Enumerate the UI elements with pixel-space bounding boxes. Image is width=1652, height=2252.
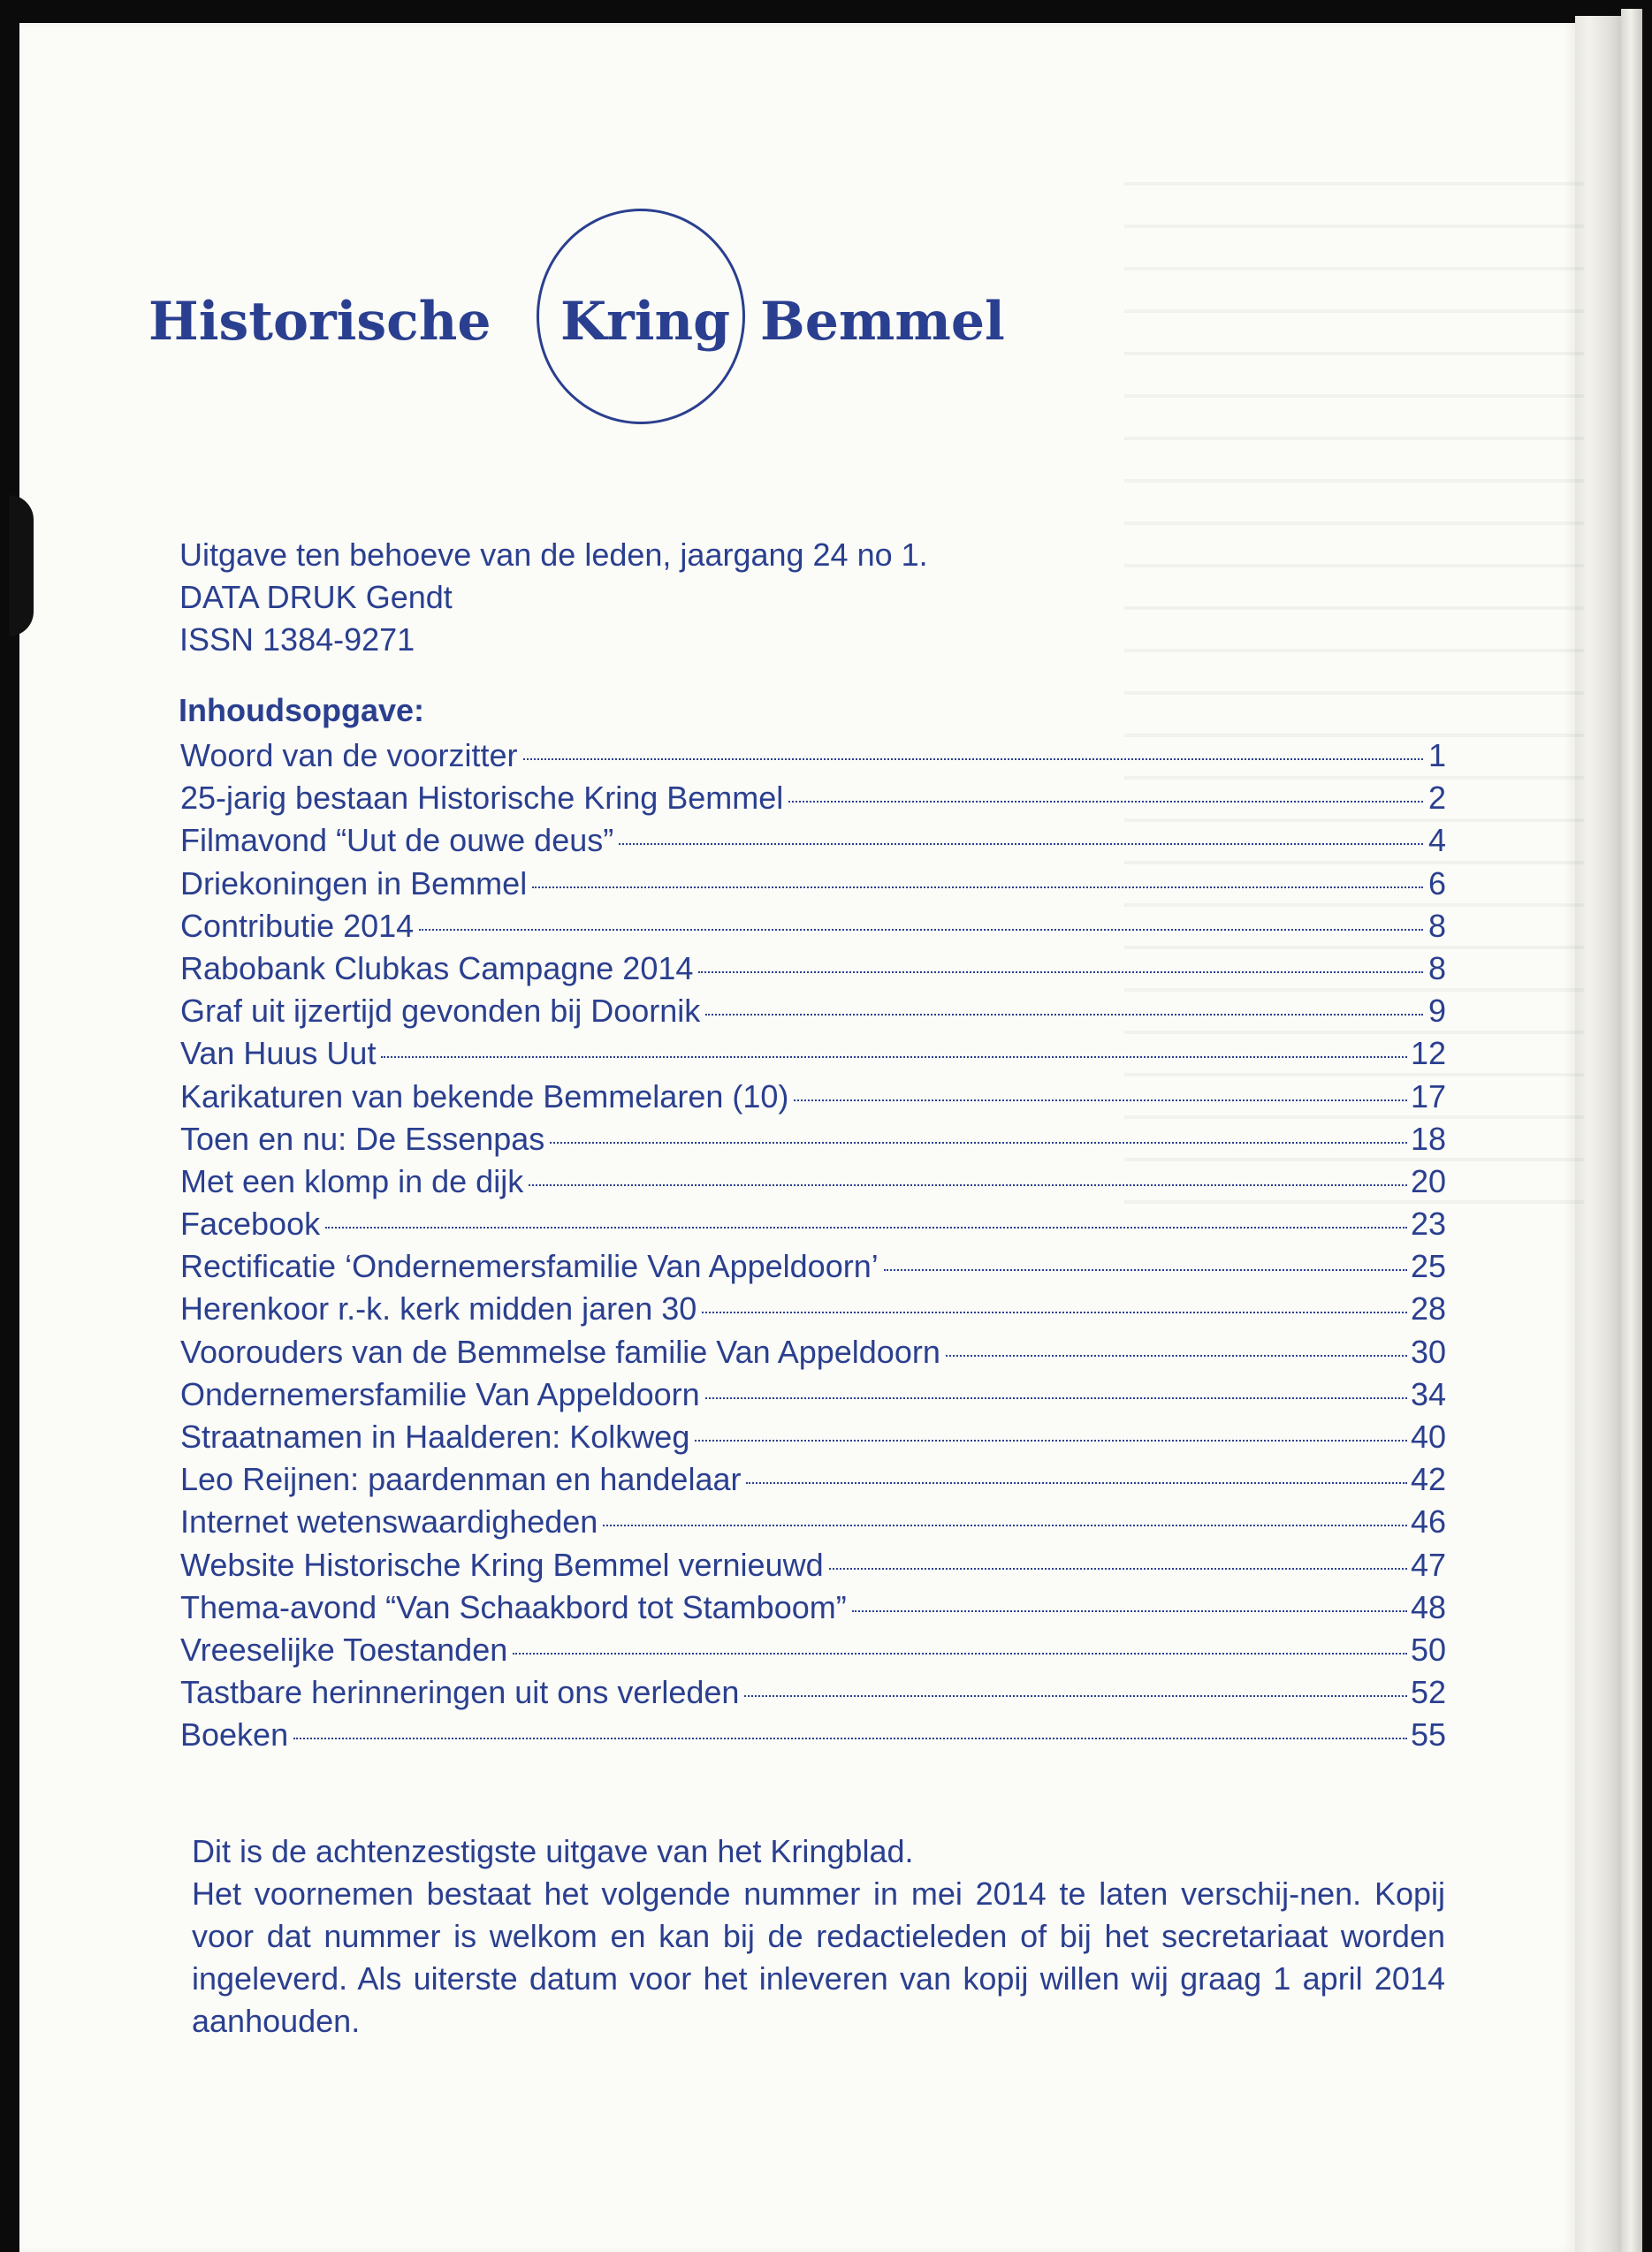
toc-page-number: 20 [1410,1162,1446,1199]
toc-title: Rabobank Clubkas Campagne 2014 [180,949,694,986]
toc-row [180,1629,1446,1671]
toc-row [180,1076,1446,1118]
toc-leader-dots [852,1610,1407,1612]
toc-leader-dots [705,1014,1423,1016]
toc-page-number: 40 [1410,1419,1446,1455]
toc-row [180,1544,1446,1586]
binding-shadow [9,495,34,636]
toc-page-number: 42 [1410,1461,1446,1498]
toc-title: Karikaturen van bekende Bemmelaren (10) [180,1077,789,1115]
toc-row [180,863,1446,905]
toc-leader-dots [698,971,1423,973]
toc-leader-dots [702,1312,1407,1313]
toc-leader-dots [794,1099,1407,1101]
toc-page-number: 8 [1427,907,1446,944]
toc-title: Website Historische Kring Bemmel vernieuwd [180,1546,824,1583]
toc-row [180,1586,1446,1629]
toc-page-number: 6 [1427,864,1446,902]
toc-leader-dots [550,1142,1407,1144]
toc-leader-dots [619,843,1423,845]
masthead-word-bemmel: Bemmel [760,291,1005,353]
toc-row [180,1203,1446,1245]
toc-title: Rectificatie ‘Ondernemersfamilie Van Appeldoorn’ [180,1248,879,1285]
toc-page-number: 8 [1427,949,1446,986]
toc-page-number: 4 [1427,822,1446,859]
toc-row [180,819,1446,862]
toc-row [180,947,1446,990]
closing-paragraph: Het voornemen bestaat het volgende nummer in mei 2014 te laten verschij-nen. Kopij voor dat nummer is welkom en kan bij de redactieleden of bij het secretariaat worden ingeleverd. Als uiterste datum voor het inleveren van kopij willen wij graag 1 april 2014 aanhouden. [192,1875,1445,2039]
toc-heading: Inhoudsopgave: [179,692,424,728]
toc-page-number: 18 [1410,1120,1446,1157]
toc-title: Thema-avond “Van Schaakbord tot Stamboom” [180,1588,847,1625]
toc-leader-dots [523,758,1423,760]
toc-page-number: 50 [1410,1631,1446,1668]
toc-title: Woord van de voorzitter [180,737,518,773]
toc-title: Leo Reijnen: paardenman en handelaar [180,1461,742,1498]
masthead-word-historische: Historische [148,291,491,353]
toc-row [180,1501,1446,1543]
toc-page-number: 28 [1410,1290,1446,1328]
toc-title: Graf uit ijzertijd gevonden bij Doornik [180,993,701,1030]
toc-row [180,1245,1446,1288]
toc-page-number: 23 [1410,1206,1446,1243]
toc-leader-dots [419,929,1423,931]
toc-page-number: 12 [1410,1035,1446,1072]
toc-title: Met een klomp in de dijk [180,1162,524,1199]
toc-row [180,1458,1446,1501]
toc-page-number: 1 [1427,737,1446,773]
toc-row [180,990,1446,1032]
closing-issue-line: Dit is de achtenzestigste uitgave van het Kringblad. [192,1833,914,1869]
toc-leader-dots [744,1695,1407,1697]
toc-leader-dots [788,801,1423,803]
toc-title: Facebook [180,1206,321,1243]
toc-leader-dots [293,1738,1407,1739]
toc-leader-dots [603,1525,1407,1526]
toc-row [180,1331,1446,1373]
toc-leader-dots [529,1184,1407,1186]
table-of-contents [180,734,1446,1757]
masthead-logo [19,209,1062,447]
toc-title: Ondernemersfamilie Van Appeldoorn [180,1375,700,1412]
publication-info-line: Uitgave ten behoeve van de leden, jaargang 24 no 1. [179,536,928,573]
toc-title: Tastbare herinneringen uit ons verleden [180,1674,740,1711]
toc-page-number: 46 [1410,1503,1446,1541]
toc-title: Straatnamen in Haalderen: Kolkweg [180,1419,690,1455]
toc-title: Van Huus Uut [180,1035,377,1072]
toc-leader-dots [829,1568,1407,1570]
toc-row [180,777,1446,819]
toc-title: Herenkoor r.-k. kerk midden jaren 30 [180,1290,697,1328]
toc-title: Voorouders van de Bemmelse familie Van Appeldoorn [180,1333,940,1370]
toc-title: Filmavond “Uut de ouwe deus” [180,822,614,859]
toc-leader-dots [695,1440,1407,1442]
toc-row [180,1118,1446,1160]
toc-leader-dots [705,1397,1407,1399]
printer-line: DATA DRUK Gendt [179,579,453,615]
masthead-word-kring: Kring [560,291,731,353]
toc-row [180,1160,1446,1203]
toc-page-number: 17 [1410,1077,1446,1115]
toc-row [180,1714,1446,1756]
toc-row [180,1671,1446,1714]
toc-row [180,905,1446,947]
toc-title: Toen en nu: De Essenpas [180,1120,545,1157]
toc-page-number: 47 [1410,1546,1446,1583]
toc-leader-dots [532,886,1423,888]
toc-row [180,1032,1446,1075]
toc-title: 25-jarig bestaan Historische Kring Bemmel [180,780,784,817]
toc-page-number: 2 [1427,780,1446,817]
page-sheet [19,23,1575,2252]
toc-row [180,1373,1446,1416]
toc-title: Contributie 2014 [180,907,415,944]
next-page-edge-outer [1621,9,1642,2252]
toc-page-number: 48 [1410,1588,1446,1625]
toc-page-number: 55 [1410,1716,1446,1754]
toc-row [180,734,1446,777]
toc-page-number: 34 [1410,1375,1446,1412]
toc-row [180,1288,1446,1330]
toc-page-number: 25 [1410,1248,1446,1285]
toc-title: Driekoningen in Bemmel [180,864,528,902]
closing-note [192,1830,1445,2043]
toc-leader-dots [884,1269,1407,1271]
toc-leader-dots [746,1482,1406,1484]
toc-title: Boeken [180,1716,289,1754]
toc-leader-dots [946,1355,1407,1357]
toc-title: Internet wetenswaardigheden [180,1503,598,1541]
toc-leader-dots [325,1227,1407,1229]
issn-line: ISSN 1384-9271 [179,621,415,658]
toc-row [180,1416,1446,1458]
toc-page-number: 30 [1410,1333,1446,1370]
toc-leader-dots [381,1056,1407,1058]
toc-title: Vreeselijke Toestanden [180,1631,508,1668]
toc-leader-dots [513,1653,1407,1655]
toc-page-number: 9 [1427,993,1446,1030]
toc-page-number: 52 [1410,1674,1446,1711]
